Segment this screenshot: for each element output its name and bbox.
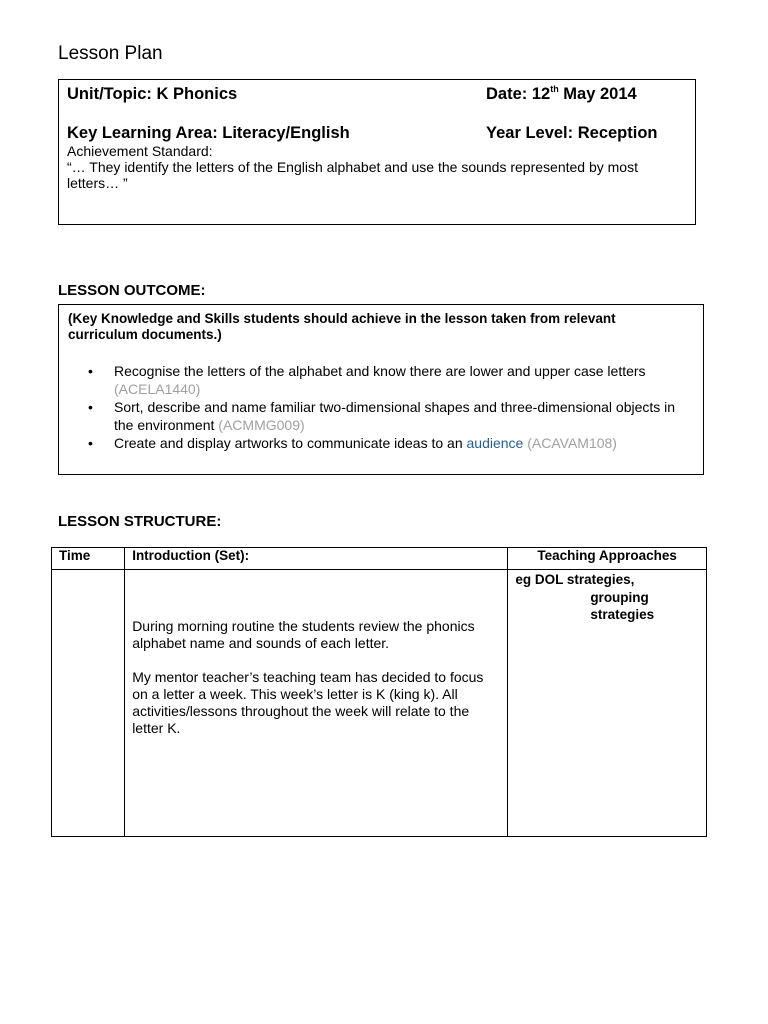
outcome-item-text: Create and display artworks to communicate ideas to an <box>114 435 467 451</box>
outcome-item <box>88 399 678 434</box>
outcome-item <box>88 363 678 398</box>
outcome-item-text: Recognise the letters of the alphabet and know there are lower and upper case letters <box>114 363 646 379</box>
col-teaching-approaches: Teaching Approaches <box>508 548 707 570</box>
bullet-icon: • <box>88 435 93 451</box>
col-time: Time <box>52 548 125 570</box>
achievement-label: Achievement Standard: <box>67 143 213 159</box>
lesson-date <box>486 85 637 104</box>
table-header-row <box>52 548 707 570</box>
curriculum-code[interactable]: (ACELA1440) <box>114 380 201 397</box>
outcome-item <box>88 435 678 453</box>
col-introduction: Introduction (Set): <box>125 548 508 570</box>
outcome-intro: (Key Knowledge and Skills students should achieve in the lesson taken from relevant curriculum documents.) <box>68 311 616 342</box>
lesson-structure-table <box>51 547 707 837</box>
unit-topic: Unit/Topic: K Phonics <box>67 85 238 103</box>
date-prefix: Date: 12 <box>486 85 551 103</box>
intro-paragraph: My mentor teacher’s teaching team has decided to focus on a letter a week. This week’s letter is K (king k). All activities/lessons throughout the week will relate to the letter K. <box>132 669 484 736</box>
bullet-icon: • <box>88 399 93 415</box>
year-level: Year Level: Reception <box>486 124 658 142</box>
approaches-text: strategies <box>590 607 655 622</box>
table-row <box>52 570 707 837</box>
outcome-list <box>88 363 678 454</box>
learning-area: Key Learning Area: Literacy/English <box>67 124 350 142</box>
intro-paragraph: During morning routine the students review the phonics alphabet name and sounds of each letter. <box>132 618 475 651</box>
approaches-cell <box>508 570 707 837</box>
time-cell <box>52 570 125 837</box>
curriculum-code[interactable]: (ACAVAM108) <box>527 435 617 451</box>
outcome-heading: LESSON OUTCOME: <box>58 282 206 299</box>
approaches-text: grouping <box>590 589 649 605</box>
date-suffix: May 2014 <box>558 85 637 103</box>
date-superscript: th <box>550 84 559 94</box>
achievement-text: “… They identify the letters of the English alphabet and use the sounds represented by most letters… ” <box>67 159 638 191</box>
outcome-item-text: Sort, describe and name familiar two-dimensional shapes and three-dimensional objects in the environment <box>114 399 676 433</box>
achievement-standard <box>67 143 677 191</box>
introduction-cell <box>125 570 508 837</box>
curriculum-code[interactable]: (ACMMG009) <box>218 416 305 433</box>
structure-heading: LESSON STRUCTURE: <box>58 513 222 530</box>
audience-link[interactable]: audience <box>466 435 524 451</box>
approaches-text: eg DOL strategies, <box>515 572 635 587</box>
page-title: Lesson Plan <box>58 43 163 64</box>
bullet-icon: • <box>88 363 93 379</box>
